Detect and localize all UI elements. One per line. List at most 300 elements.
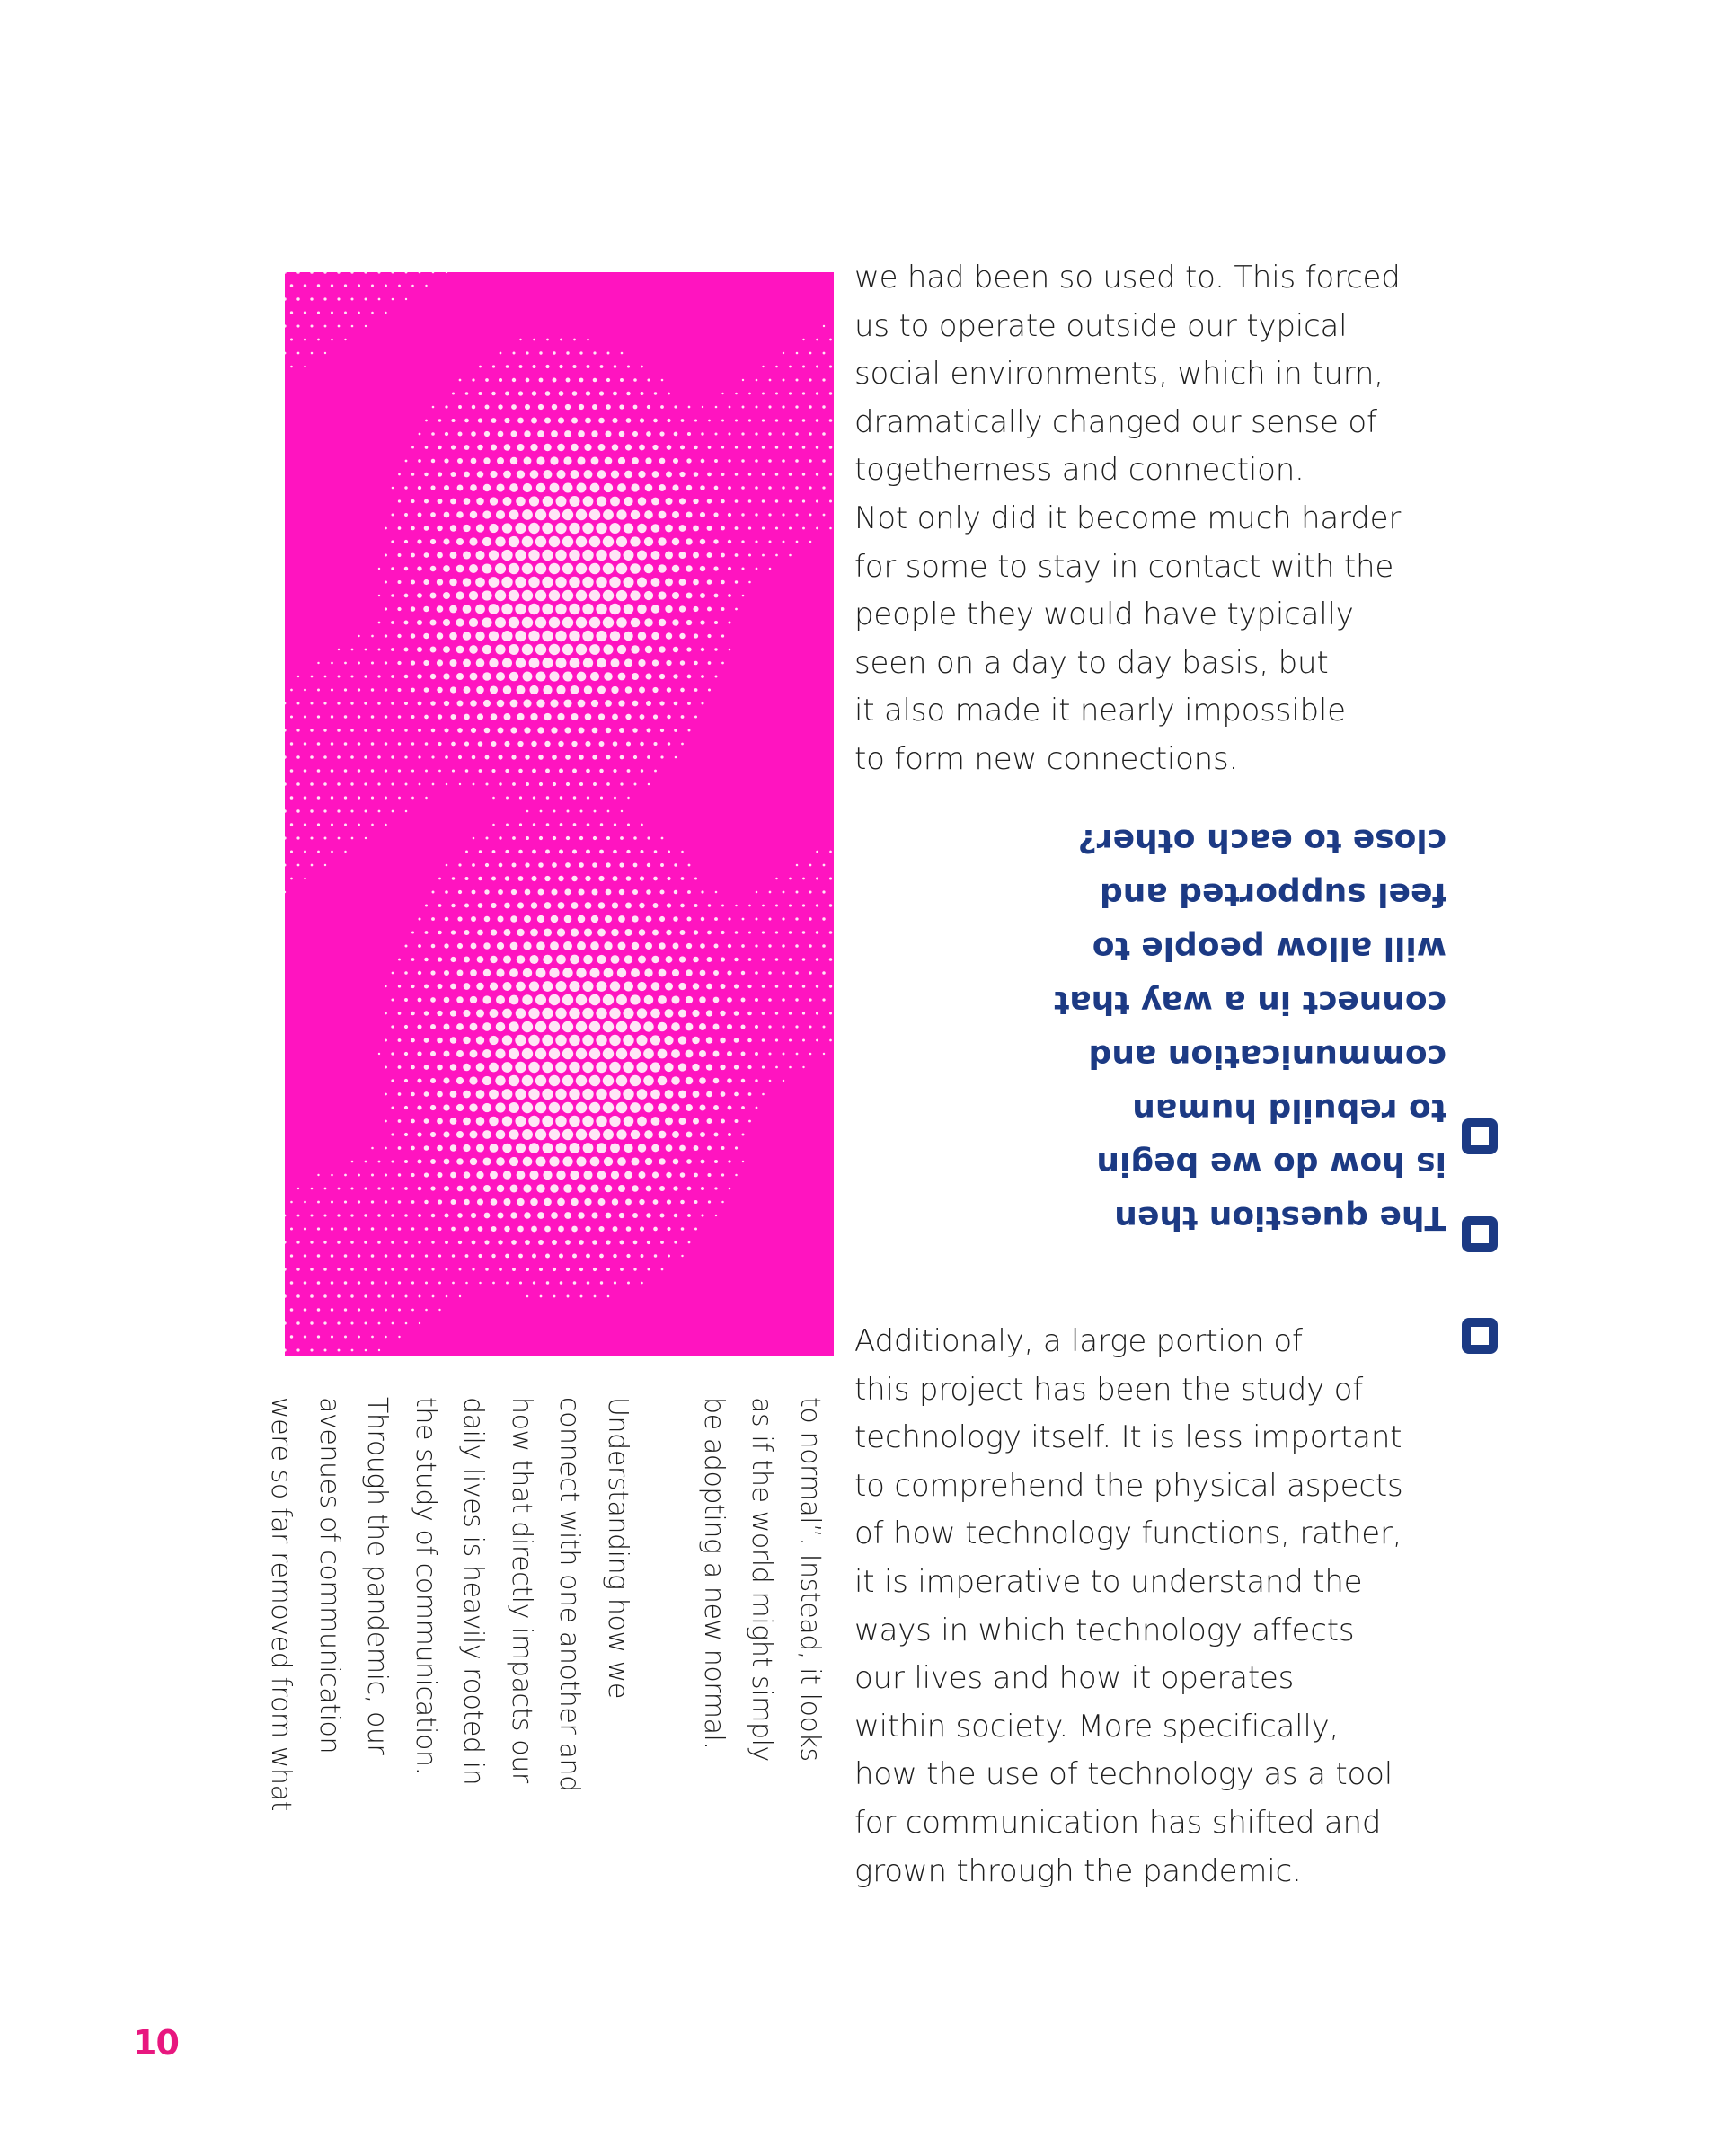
halftone-dot: [829, 419, 833, 422]
halftone-dot: [350, 782, 353, 785]
halftone-dot: [323, 272, 326, 274]
halftone-dot: [331, 1254, 334, 1258]
halftone-dot: [566, 351, 569, 354]
halftone-dot: [600, 823, 603, 826]
halftone-dot: [693, 526, 699, 532]
halftone-dot: [652, 471, 659, 478]
halftone-dot: [679, 605, 686, 612]
halftone-dot: [371, 769, 374, 772]
halftone-dot: [491, 444, 497, 450]
halftone-dot: [693, 983, 700, 990]
halftone-dot: [572, 849, 577, 853]
halftone-dot: [452, 877, 455, 879]
halftone-dot: [558, 876, 563, 881]
halftone-dot: [546, 339, 549, 341]
halftone-dot: [549, 590, 560, 601]
halftone-dot: [456, 646, 464, 654]
halftone-dot: [476, 658, 485, 667]
halftone-dot: [708, 420, 711, 422]
halftone-dot: [510, 942, 518, 950]
halftone-dot: [517, 1198, 524, 1206]
halftone-dot: [365, 810, 367, 813]
halftone-dot: [464, 957, 470, 963]
body-line: seen on a day to day basis, but: [854, 644, 1329, 681]
halftone-dot: [385, 715, 388, 719]
halftone-dot: [310, 809, 313, 812]
halftone-dot: [551, 888, 557, 895]
halftone-dot: [625, 686, 632, 694]
halftone-dot: [471, 728, 476, 733]
halftone-dot: [523, 672, 533, 682]
halftone-dot: [478, 392, 482, 395]
halftone-dot: [424, 1091, 429, 1097]
halftone-dot: [571, 928, 579, 936]
halftone-dot: [337, 272, 340, 274]
halftone-dot: [482, 1157, 491, 1165]
halftone-dot: [576, 1129, 587, 1140]
halftone-dot: [627, 797, 629, 799]
halftone-dot: [351, 1188, 354, 1190]
halftone-dot: [290, 1308, 294, 1312]
halftone-dot: [809, 459, 812, 463]
halftone-dot: [597, 470, 606, 479]
halftone-dot: [651, 605, 659, 613]
halftone-dot: [411, 446, 414, 449]
halftone-dot: [714, 594, 719, 598]
halftone-dot: [660, 729, 664, 732]
halftone-dot: [424, 1011, 429, 1015]
halftone-dot: [528, 1035, 539, 1046]
halftone-dot: [499, 836, 501, 839]
halftone-dot: [482, 1049, 491, 1058]
halftone-dot: [789, 473, 792, 476]
halftone-dot: [645, 646, 652, 653]
halftone-dot: [344, 1200, 347, 1203]
halftone-dot: [553, 351, 555, 354]
halftone-dot: [559, 1254, 563, 1259]
halftone-dot: [610, 631, 620, 641]
halftone-dot: [545, 1254, 550, 1259]
halftone-dot: [419, 1322, 420, 1324]
halftone-dot: [585, 902, 592, 909]
halftone-dot: [411, 1119, 415, 1124]
halftone-dot: [694, 1145, 699, 1151]
halftone-dot: [311, 325, 314, 328]
halftone-dot: [290, 1281, 294, 1285]
halftone-dot: [371, 1174, 374, 1177]
halftone-dot: [748, 985, 751, 988]
halftone-dot: [425, 1309, 428, 1312]
halftone-dot: [584, 685, 593, 694]
halftone-dot: [398, 1065, 402, 1069]
halftone-dot: [469, 1076, 477, 1084]
halftone-dot: [598, 713, 605, 720]
halftone-dot: [829, 904, 832, 906]
halftone-dot: [644, 618, 653, 627]
halftone-dot: [755, 944, 757, 947]
halftone-dot: [660, 755, 663, 758]
halftone-dot: [499, 1268, 502, 1271]
halftone-dot: [496, 483, 504, 491]
halftone-dot: [525, 755, 529, 759]
halftone-dot: [701, 459, 705, 464]
halftone-dot: [769, 568, 772, 570]
halftone-dot: [450, 552, 457, 559]
halftone-dot: [735, 1119, 739, 1123]
halftone-dot: [672, 565, 679, 572]
halftone-dot: [535, 617, 546, 628]
halftone-dot: [337, 702, 340, 704]
halftone-dot: [713, 970, 719, 976]
halftone-dot: [350, 1294, 353, 1297]
halftone-dot: [599, 741, 605, 747]
halftone-dot: [590, 483, 600, 493]
halftone-dot: [444, 701, 449, 706]
halftone-dot: [686, 538, 692, 544]
halftone-dot: [707, 606, 712, 611]
halftone-dot: [423, 606, 429, 613]
halftone-dot: [707, 931, 712, 935]
halftone-dot: [503, 685, 512, 694]
halftone-dot: [555, 550, 566, 561]
halftone-dot: [606, 889, 612, 896]
halftone-dot: [783, 352, 784, 354]
halftone-dot: [517, 444, 524, 451]
halftone-dot: [734, 1092, 739, 1097]
halftone-dot: [605, 700, 612, 707]
halftone-dot: [603, 617, 614, 628]
halftone-dot: [531, 876, 536, 881]
halftone-dot: [476, 1063, 485, 1072]
halftone-dot: [465, 1282, 468, 1285]
halftone-dot: [296, 729, 299, 731]
halftone-dot: [680, 904, 685, 908]
halftone-dot: [398, 1309, 401, 1312]
halftone-dot: [612, 444, 619, 451]
halftone-dot: [585, 713, 592, 720]
halftone-dot: [358, 688, 360, 691]
halftone-dot: [614, 797, 616, 800]
halftone-dot: [385, 769, 387, 772]
halftone-dot: [569, 577, 579, 588]
halftone-dot: [599, 391, 604, 395]
halftone-dot: [545, 850, 550, 854]
halftone-dot: [337, 782, 340, 785]
halftone-dot: [490, 982, 498, 990]
halftone-dot: [680, 660, 685, 665]
halftone-dot: [509, 510, 519, 520]
halftone-dot: [528, 631, 539, 641]
halftone-dot: [556, 1171, 565, 1180]
halftone-dot: [562, 536, 573, 547]
halftone-dot: [598, 444, 606, 451]
halftone-dot: [509, 617, 519, 628]
halftone-dot: [549, 1048, 560, 1059]
halftone-dot: [430, 674, 436, 679]
halftone-dot: [377, 1268, 380, 1270]
halftone-dot: [713, 1105, 719, 1110]
halftone-dot: [391, 567, 394, 570]
halftone-dot: [398, 1012, 402, 1015]
halftone-dot: [809, 864, 812, 867]
halftone-dot: [502, 523, 512, 533]
halftone-dot: [624, 550, 634, 561]
halftone-dot: [585, 1226, 590, 1232]
halftone-dot: [418, 971, 421, 975]
halftone-dot: [350, 1214, 353, 1216]
halftone-dot: [762, 554, 765, 557]
halftone-dot: [398, 499, 401, 502]
halftone-dot: [603, 1021, 614, 1032]
halftone-dot: [560, 796, 562, 799]
halftone-dot: [550, 941, 559, 950]
halftone-dot: [485, 1268, 489, 1271]
halftone-dot: [398, 985, 401, 987]
halftone-dot: [529, 1171, 538, 1180]
halftone-dot: [489, 604, 500, 614]
halftone-dot: [728, 944, 731, 948]
halftone-dot: [525, 404, 530, 410]
halftone-dot: [496, 995, 505, 1004]
halftone-dot: [652, 930, 659, 936]
halftone-dot: [585, 418, 591, 424]
halftone-dot: [457, 728, 463, 733]
halftone-dot: [626, 876, 632, 881]
halftone-dot: [707, 552, 712, 558]
halftone-dot: [501, 577, 512, 588]
halftone-dot: [536, 1184, 544, 1192]
halftone-dot: [587, 339, 589, 341]
halftone-dot: [647, 1241, 650, 1244]
halftone-dot: [522, 590, 533, 601]
halftone-dot: [535, 563, 546, 574]
halftone-dot: [512, 836, 516, 840]
halftone-dot: [782, 1025, 784, 1028]
halftone-dot: [742, 595, 745, 597]
halftone-dot: [495, 1075, 505, 1085]
halftone-dot: [529, 685, 538, 694]
halftone-dot: [721, 1146, 725, 1150]
halftone-dot: [526, 782, 529, 786]
halftone-dot: [411, 1038, 415, 1043]
halftone-dot: [490, 1171, 498, 1180]
halftone-dot: [443, 565, 450, 572]
halftone-dot: [458, 890, 462, 894]
halftone-dot: [596, 1062, 606, 1073]
halftone-dot: [437, 1011, 442, 1016]
halftone-dot: [721, 553, 725, 558]
halftone-dot: [451, 1199, 456, 1205]
halftone-dot: [331, 284, 333, 287]
halftone-dot: [748, 499, 752, 503]
halftone-dot: [645, 484, 653, 492]
halftone-dot: [634, 783, 637, 786]
halftone-dot: [489, 1090, 499, 1100]
halftone-dot: [431, 1268, 434, 1270]
halftone-dot: [624, 497, 632, 506]
halftone-dot: [816, 931, 819, 934]
halftone-dot: [809, 1025, 811, 1028]
halftone-dot: [589, 994, 600, 1005]
halftone-dot: [425, 285, 427, 287]
halftone-dot: [296, 1294, 300, 1298]
halftone-dot: [713, 1024, 720, 1030]
halftone-dot: [484, 1213, 491, 1219]
halftone-dot: [522, 1129, 533, 1140]
halftone-dot: [437, 605, 444, 613]
halftone-dot: [338, 1349, 341, 1352]
halftone-dot: [522, 1075, 533, 1086]
halftone-dot: [783, 541, 785, 543]
halftone-dot: [619, 728, 624, 733]
halftone-dot: [500, 352, 502, 355]
halftone-dot: [430, 647, 437, 653]
halftone-dot: [654, 770, 657, 773]
halftone-dot: [464, 419, 469, 423]
halftone-dot: [425, 931, 429, 934]
halftone-dot: [385, 1093, 387, 1096]
body-line: to comprehend the physical aspects: [854, 1467, 1403, 1504]
halftone-dot: [658, 1076, 668, 1086]
halftone-dot: [823, 1026, 826, 1029]
halftone-dot: [463, 659, 471, 667]
halftone-dot: [748, 1092, 752, 1096]
halftone-dot: [551, 727, 557, 733]
halftone-dot: [802, 419, 805, 421]
halftone-dot: [404, 540, 408, 543]
halftone-dot: [469, 564, 478, 573]
halftone-dot: [633, 1268, 636, 1270]
halftone-dot: [583, 955, 593, 965]
halftone-dot: [358, 796, 360, 799]
halftone-dot: [304, 878, 305, 879]
halftone-dot: [391, 272, 394, 274]
halftone-dot: [331, 688, 333, 691]
halftone-dot: [411, 931, 414, 933]
halftone-dot: [590, 941, 599, 950]
halftone-dot: [502, 1035, 512, 1045]
halftone-dot: [666, 1172, 671, 1178]
halftone-dot: [385, 634, 387, 637]
halftone-dot: [471, 431, 476, 437]
halftone-dot: [637, 524, 646, 533]
halftone-dot: [512, 378, 516, 382]
halftone-dot: [816, 985, 818, 987]
halftone-dot: [661, 837, 664, 840]
halftone-dot: [404, 1241, 408, 1244]
halftone-dot: [582, 981, 593, 992]
halftone-dot: [490, 685, 498, 694]
halftone-dot: [617, 483, 626, 492]
halftone-dot: [304, 742, 306, 745]
halftone-dot: [430, 1051, 436, 1056]
halftone-dot: [450, 472, 456, 477]
halftone-dot: [516, 982, 526, 992]
halftone-dot: [502, 1116, 512, 1126]
halftone-dot: [597, 955, 606, 964]
halftone-dot: [290, 715, 293, 718]
halftone-dot: [296, 836, 299, 839]
halftone-dot: [523, 699, 531, 707]
halftone-dot: [310, 782, 314, 786]
halftone-dot: [464, 498, 471, 505]
halftone-dot: [544, 417, 551, 423]
halftone-dot: [633, 863, 638, 868]
halftone-dot: [658, 537, 666, 545]
square-outline-icon: [1462, 1118, 1498, 1154]
halftone-dot: [417, 674, 422, 679]
halftone-dot: [809, 890, 811, 893]
halftone-dot: [438, 714, 442, 719]
halftone-dot: [531, 1226, 537, 1233]
halftone-dot: [795, 998, 798, 1001]
halftone-dot: [611, 470, 619, 478]
halftone-dot: [509, 1048, 519, 1059]
halftone-dot: [623, 1062, 633, 1073]
halftone-dot: [618, 673, 626, 681]
halftone-dot: [625, 444, 632, 450]
halftone-dot: [337, 809, 340, 812]
halftone-dot: [562, 590, 573, 601]
halftone-dot: [540, 1295, 543, 1298]
pull-quote-line: to rebuild human: [1132, 1091, 1446, 1128]
halftone-dot: [437, 579, 443, 585]
body-line: we had been so used to. This forced: [854, 260, 1401, 296]
halftone-dot: [504, 418, 509, 423]
halftone-dot: [596, 523, 606, 534]
halftone-dot: [472, 755, 476, 760]
halftone-dot: [701, 1187, 704, 1190]
halftone-dot: [532, 850, 536, 854]
halftone-dot: [652, 687, 658, 693]
halftone-dot: [490, 1009, 499, 1018]
halftone-dot: [405, 1322, 408, 1325]
halftone-dot: [530, 713, 537, 720]
halftone-dot: [304, 851, 306, 853]
halftone-dot: [624, 471, 632, 479]
halftone-dot: [477, 445, 483, 451]
halftone-dot: [511, 404, 517, 410]
halftone-dot: [445, 890, 448, 894]
halftone-dot: [344, 824, 347, 826]
halftone-dot: [404, 621, 409, 625]
halftone-dot: [310, 729, 313, 731]
halftone-dot: [418, 998, 422, 1003]
halftone-dot: [411, 526, 415, 531]
halftone-dot: [505, 850, 509, 853]
halftone-dot: [532, 1254, 536, 1259]
halftone-dot: [344, 1227, 347, 1230]
halftone-dot: [443, 592, 450, 599]
halftone-dot: [632, 431, 638, 437]
halftone-dot: [495, 536, 505, 546]
halftone-dot: [611, 1171, 619, 1179]
halftone-dot: [573, 339, 576, 341]
halftone-dot: [715, 676, 718, 678]
halftone-dot: [495, 563, 506, 574]
halftone-dot: [398, 1200, 401, 1203]
halftone-dot: [537, 1212, 544, 1219]
halftone-dot: [630, 1102, 641, 1113]
halftone-dot: [783, 1080, 784, 1082]
halftone-dot: [755, 540, 757, 543]
halftone-dot: [699, 1023, 706, 1030]
halftone-dot: [425, 1281, 428, 1284]
halftone-dot: [418, 1268, 420, 1270]
halftone-dot: [619, 404, 624, 409]
halftone-dot: [430, 1132, 436, 1137]
halftone-dot: [549, 994, 560, 1005]
